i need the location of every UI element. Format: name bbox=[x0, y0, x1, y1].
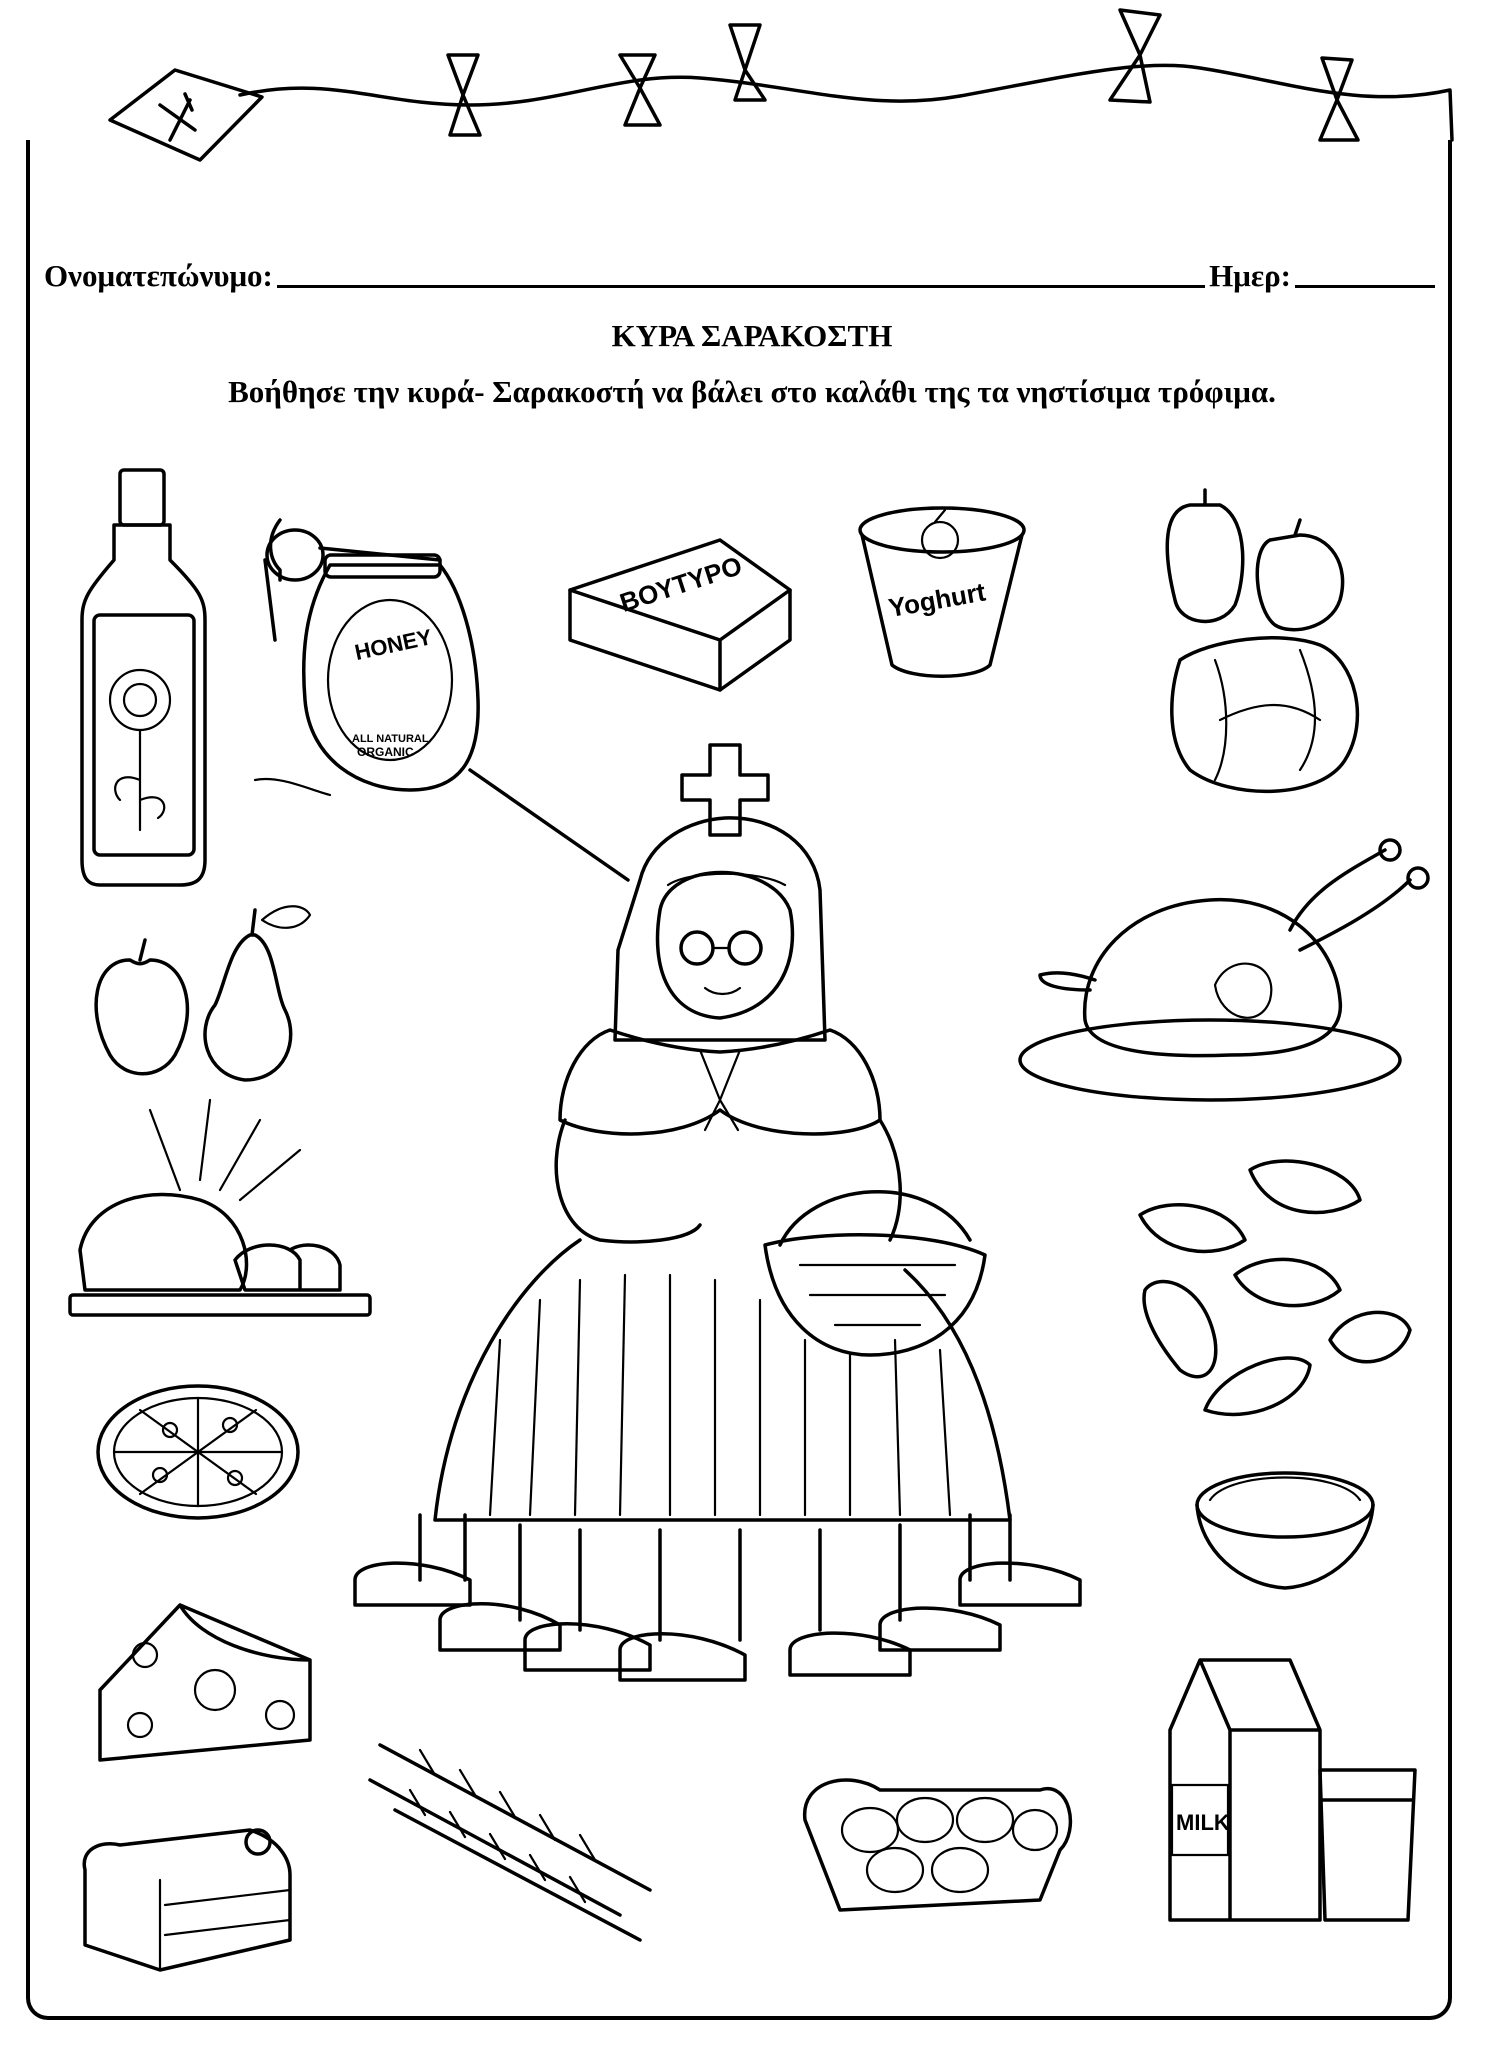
example-connect-line bbox=[470, 770, 628, 880]
page-title: ΚΥΡΑ ΣΑΡΑΚΟΣΤΗ bbox=[611, 318, 893, 353]
yoghurt-label: Yoghurt bbox=[886, 576, 988, 624]
kyra-sarakosti-figure bbox=[355, 745, 1080, 1680]
apple-pear-icon bbox=[96, 906, 310, 1080]
cabbage-icon bbox=[1172, 638, 1358, 792]
milk-label: MILK bbox=[1176, 1810, 1230, 1835]
skewers-icon bbox=[370, 1745, 650, 1940]
garland-bow-icon bbox=[448, 10, 1358, 140]
peppers-icon bbox=[1167, 490, 1342, 630]
honey-sub-label-1: ALL NATURAL bbox=[352, 733, 429, 745]
cheese-icon bbox=[100, 1605, 310, 1760]
butter-label: ΒΟΥΤΥΡΟ bbox=[616, 550, 746, 618]
rice-bowl-icon bbox=[1197, 1473, 1373, 1588]
kite-icon bbox=[110, 70, 262, 160]
date-field[interactable] bbox=[1295, 285, 1435, 288]
yoghurt-icon bbox=[860, 508, 1024, 676]
eggs-icon bbox=[805, 1780, 1071, 1910]
instruction-text: Βοήθησε την κυρά- Σαρακοστή να βάλει στο καλάθι της τα νηστίσιμα τρόφιμα. bbox=[228, 374, 1276, 409]
name-date-row bbox=[44, 248, 1439, 294]
name-field[interactable] bbox=[277, 285, 1205, 288]
mussels-icon bbox=[1140, 1161, 1410, 1414]
roast-chicken-icon bbox=[1020, 840, 1428, 1100]
date-label: Ημερ: bbox=[1209, 258, 1291, 293]
honey-sub-label-2: ORGANIC bbox=[357, 745, 414, 759]
garland-string bbox=[240, 65, 1452, 140]
bread-wheat-icon bbox=[70, 1100, 370, 1315]
pizza-icon bbox=[98, 1386, 298, 1518]
oil-bottle-icon bbox=[82, 470, 205, 885]
honey-jar-icon bbox=[255, 520, 478, 795]
milk-icon bbox=[1170, 1660, 1415, 1920]
honey-label: HONEY bbox=[352, 624, 435, 665]
name-label: Ονοματεπώνυμο: bbox=[44, 258, 273, 293]
cake-icon bbox=[84, 1830, 290, 1970]
butter-icon bbox=[570, 540, 790, 690]
